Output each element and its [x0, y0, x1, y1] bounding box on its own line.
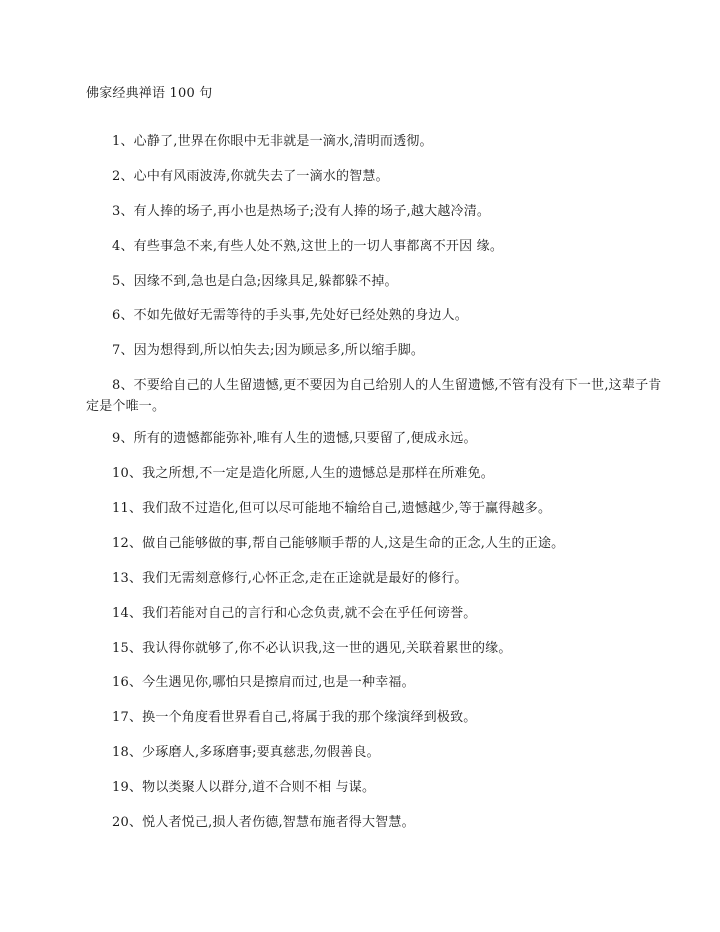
quote-item-11: 11、我们敌不过造化,但可以尽可能地不输给自己,遗憾越少,等于赢得越多。 [112, 501, 552, 516]
quote-item-8: 8、不要给自己的人生留遗憾,更不要因为自己给别人的人生留遗憾,不管有没有下一世,这辈子肯定是个唯一。 [86, 378, 662, 414]
quote-item-4: 4、有些事急不来,有些人处不熟,这世上的一切人事都离不开因 缘。 [112, 239, 504, 254]
quote-item-16: 16、今生遇见你,哪怕只是擦肩而过,也是一种幸福。 [112, 675, 415, 690]
quote-item-6: 6、不如先做好无需等待的手头事,先处好已经处熟的身边人。 [112, 308, 469, 323]
document-title: 佛家经典禅语 100 句 [86, 86, 213, 101]
quote-item-9: 9、所有的遗憾都能弥补,唯有人生的遗憾,只要留了,便成永远。 [112, 431, 477, 446]
quote-item-13: 13、我们无需刻意修行,心怀正念,走在正途就是最好的修行。 [112, 571, 468, 586]
quote-item-2: 2、心中有风雨波涛,你就失去了一滴水的智慧。 [112, 169, 389, 184]
quote-item-18: 18、少琢磨人,多琢磨事;要真慈悲,勿假善良。 [112, 745, 380, 760]
quote-item-1: 1、心静了,世界在你眼中无非就是一滴水,清明而透彻。 [112, 134, 433, 149]
quote-item-12: 12、做自己能够做的事,帮自己能够顺手帮的人,这是生命的正念,人生的正途。 [112, 536, 565, 551]
quote-item-5: 5、因缘不到,急也是白急;因缘具足,躲都躲不掉。 [112, 274, 398, 289]
quote-item-19: 19、物以类聚人以群分,道不合则不相 与谋。 [112, 780, 376, 795]
quote-item-10: 10、我之所想,不一定是造化所愿,人生的遗憾总是那样在所难免。 [112, 466, 495, 481]
quote-item-3: 3、有人捧的场子,再小也是热场子;没有人捧的场子,越大越冷清。 [112, 204, 491, 219]
quote-item-17: 17、换一个角度看世界看自己,将属于我的那个缘演绎到极致。 [112, 710, 477, 725]
quote-item-20: 20、悦人者悦己,损人者伤德,智慧布施者得大智慧。 [112, 815, 415, 830]
quote-item-15: 15、我认得你就够了,你不必认识我,这一世的遇见,关联着累世的缘。 [112, 641, 512, 656]
quote-item-7: 7、因为想得到,所以怕失去;因为顾忌多,所以缩手脚。 [112, 343, 425, 358]
quote-item-14: 14、我们若能对自己的言行和心念负责,就不会在乎任何谤誉。 [112, 606, 477, 621]
